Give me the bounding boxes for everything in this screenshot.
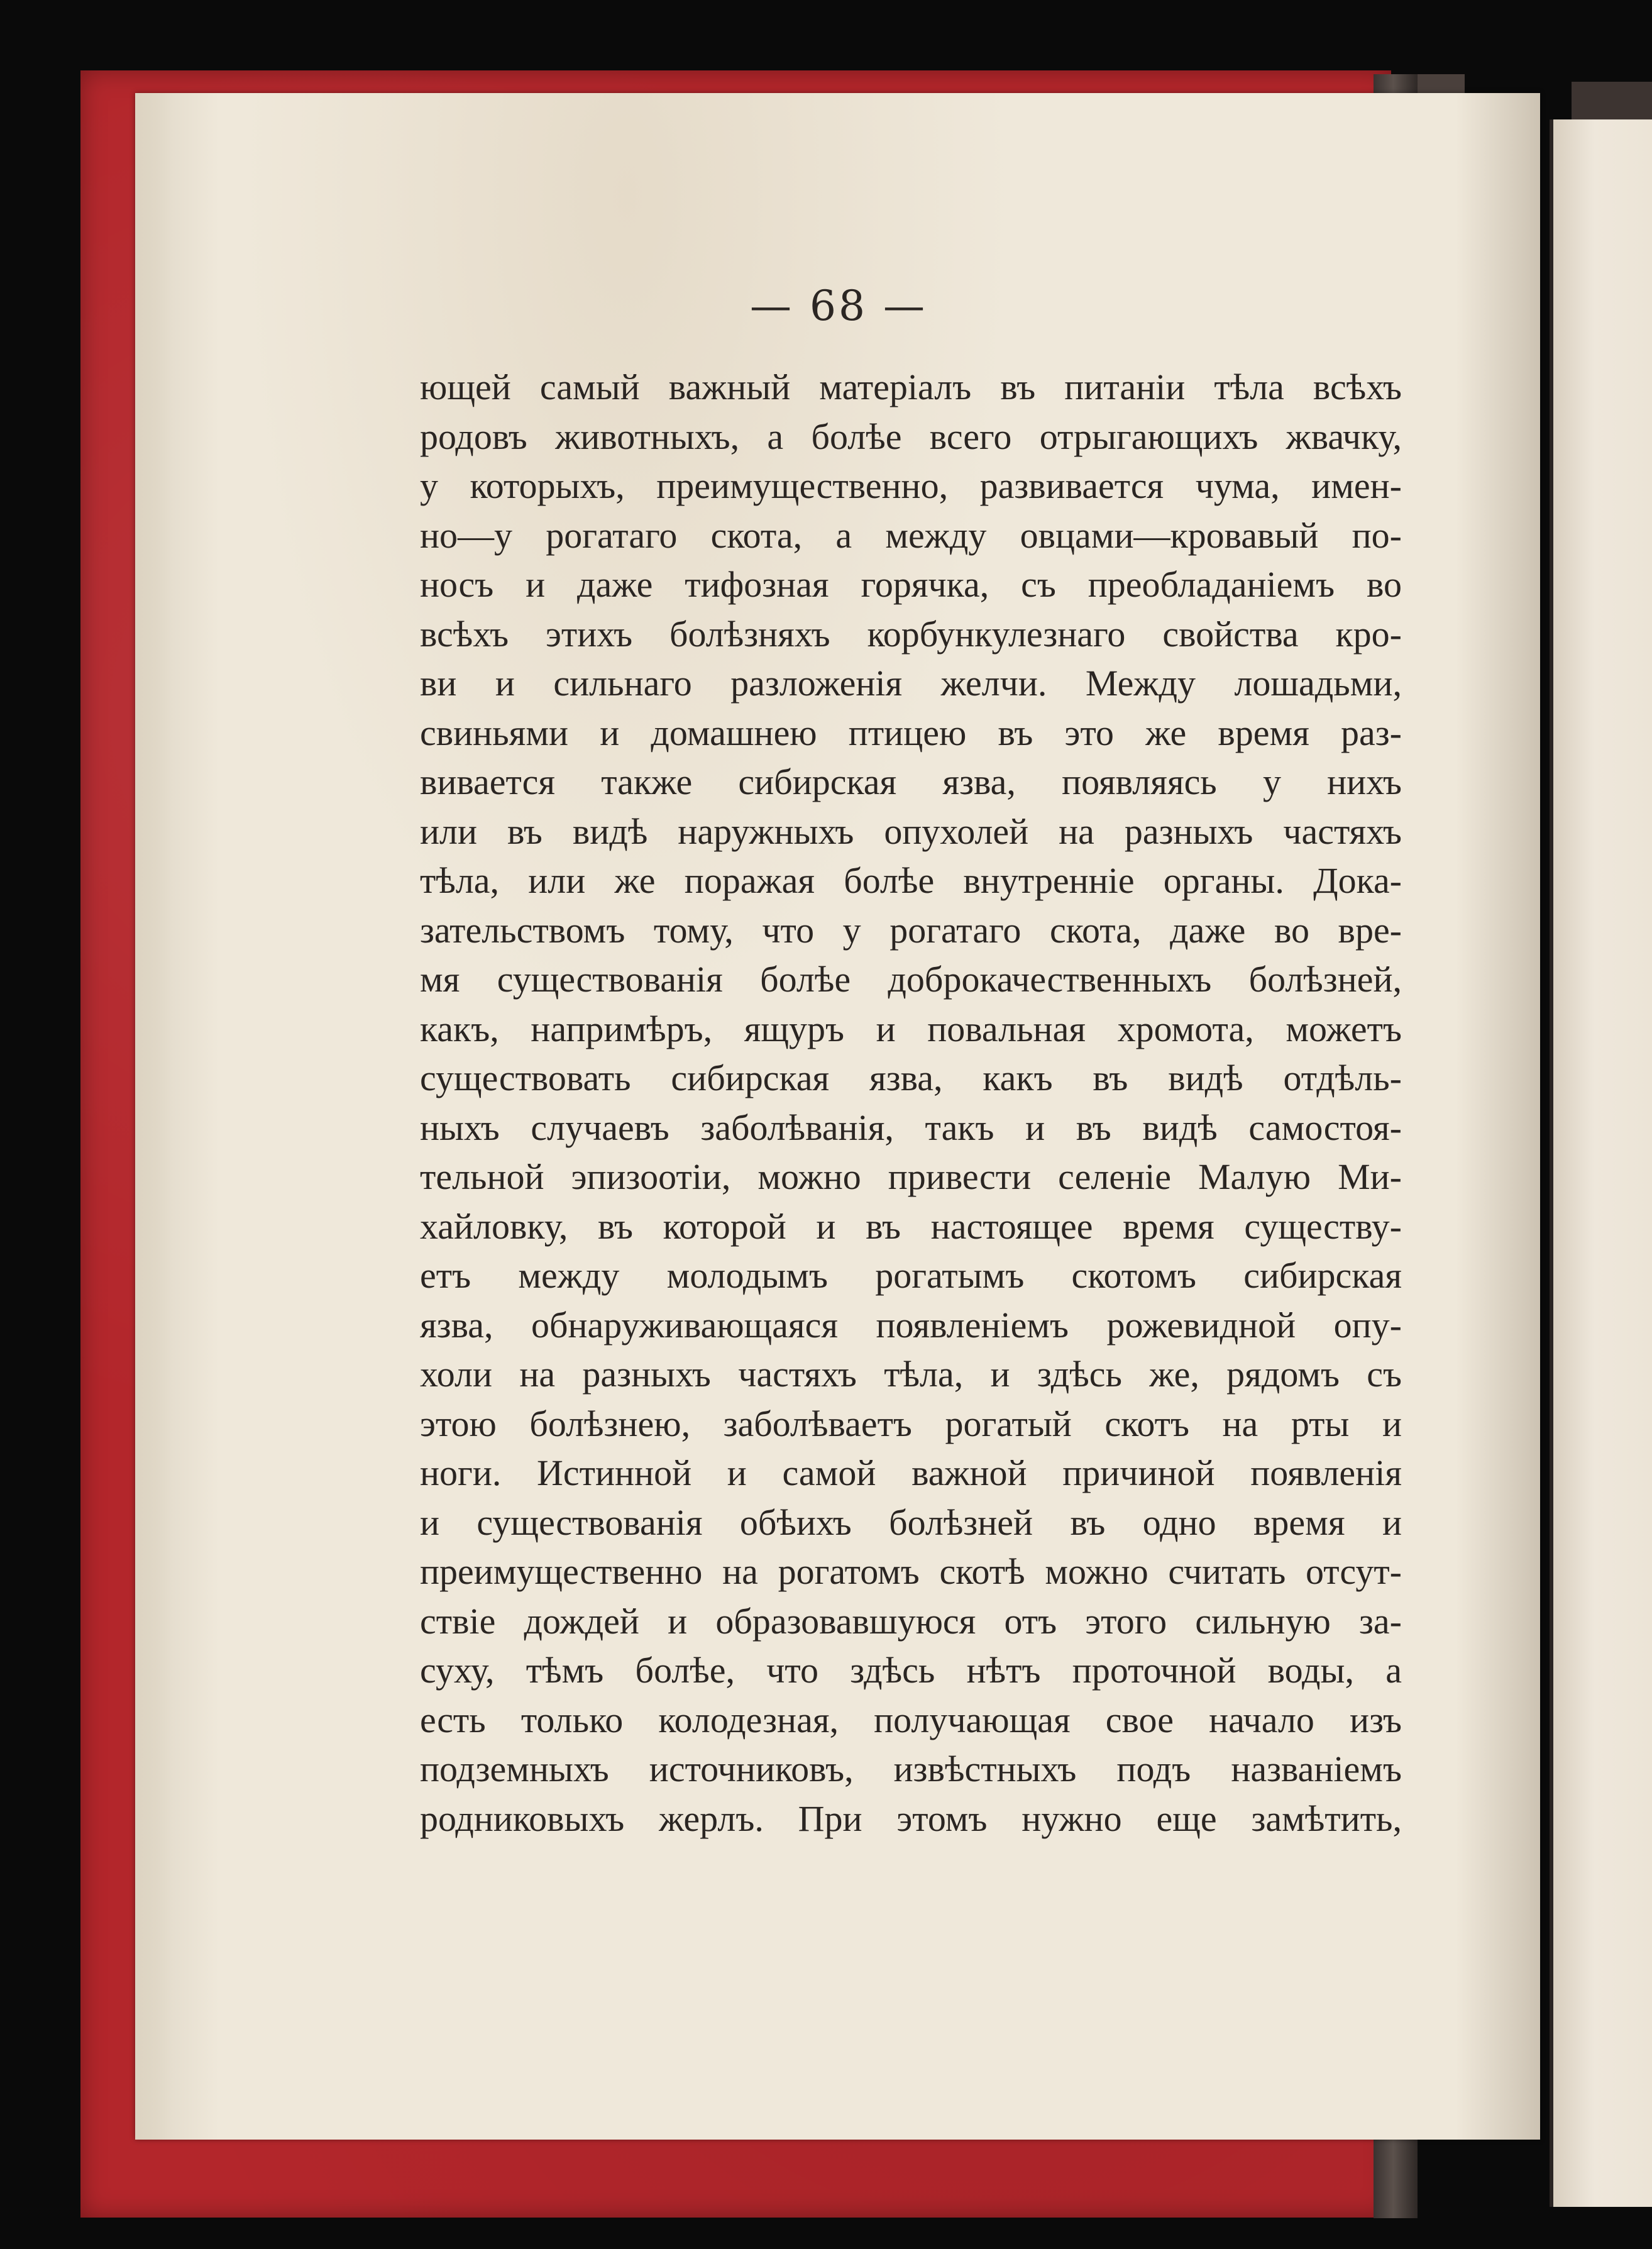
text-line: или въ видѣ наружныхъ опухолей на разныхъ частяхъ <box>420 810 1402 852</box>
text-line: подземныхъ источниковъ, извѣстныхъ подъ названіемъ <box>420 1749 1402 1789</box>
text-line: какъ, напримѣръ, ящуръ и повальная хромота, можетъ <box>420 1008 1402 1049</box>
text-line: ви и сильнаго разложенія желчи. Между лошадьми, <box>420 663 1402 704</box>
text-line: ныхъ случаевъ заболѣванія, такъ и въ видѣ самостоя- <box>420 1107 1402 1148</box>
text-line: у которыхъ, преимущественно, развивается чума, имен- <box>420 465 1402 506</box>
text-line: зательствомъ тому, что у рогатаго скота, даже во вре- <box>420 909 1402 951</box>
text-line: этою болѣзнею, заболѣваетъ рогатый скотъ на рты и <box>420 1403 1402 1444</box>
text-line: всѣхъ этихъ болѣзняхъ корбункулезнаго свойства кро- <box>420 613 1402 655</box>
text-line: тельной эпизоотіи, можно привести селеніе Малую Ми- <box>420 1156 1402 1197</box>
text-line: родовъ животныхъ, а болѣе всего отрыгающихъ жвачку, <box>420 416 1402 457</box>
text-line: преимущественно на рогатомъ скотѣ можно считать отсут- <box>420 1551 1402 1592</box>
text-line: но—у рогатаго скота, а между овцами—кровавый по- <box>420 514 1402 556</box>
text-line: носъ и даже тифозная горячка, съ преобладаніемъ во <box>420 564 1402 605</box>
adjacent-cover-edge <box>1572 82 1652 119</box>
text-line: ющей самый важный матеріалъ въ питаніи тѣла всѣхъ <box>420 367 1402 407</box>
text-line: мя существованія болѣе доброкачественныхъ болѣзней, <box>420 959 1402 1000</box>
page-number: — 68 — <box>750 282 927 330</box>
text-line: есть только колодезная, получающая свое начало изъ <box>420 1699 1402 1740</box>
page-gutter-shadow <box>135 93 173 2140</box>
text-line: существовать сибирская язва, какъ въ видѣ отдѣль- <box>420 1058 1402 1098</box>
text-line: тѣла, или же поражая болѣе внутренніе органы. Дока- <box>420 860 1402 901</box>
text-line: хайловку, въ которой и въ настоящее время существу- <box>420 1205 1402 1247</box>
text-line: етъ между молодымъ рогатымъ скотомъ сибирская <box>420 1255 1402 1296</box>
text-line: ноги. Истинной и самой важной причиной появленія <box>420 1452 1402 1493</box>
page-text <box>420 363 1402 1843</box>
text-line: свиньями и домашнею птицею въ это же время раз- <box>420 712 1402 753</box>
text-line: суху, тѣмъ болѣе, что здѣсь нѣтъ проточной воды, а <box>420 1650 1402 1691</box>
text-line: ствіе дождей и образовавшуюся отъ этого сильную за- <box>420 1600 1402 1642</box>
text-line: язва, обнаруживающаяся появленіемъ рожевидной опу- <box>420 1304 1402 1346</box>
text-line: холи на разныхъ частяхъ тѣла, и здѣсь же, рядомъ съ <box>420 1354 1402 1395</box>
adjacent-page-edge <box>1550 119 1652 2207</box>
text-line: родниковыхъ жерлъ. При этомъ нужно еще замѣтить, <box>420 1798 1402 1839</box>
text-line: вивается также сибирская язва, появляясь у нихъ <box>420 761 1402 802</box>
text-line: и существованія обѣихъ болѣзней въ одно время и <box>420 1501 1402 1543</box>
